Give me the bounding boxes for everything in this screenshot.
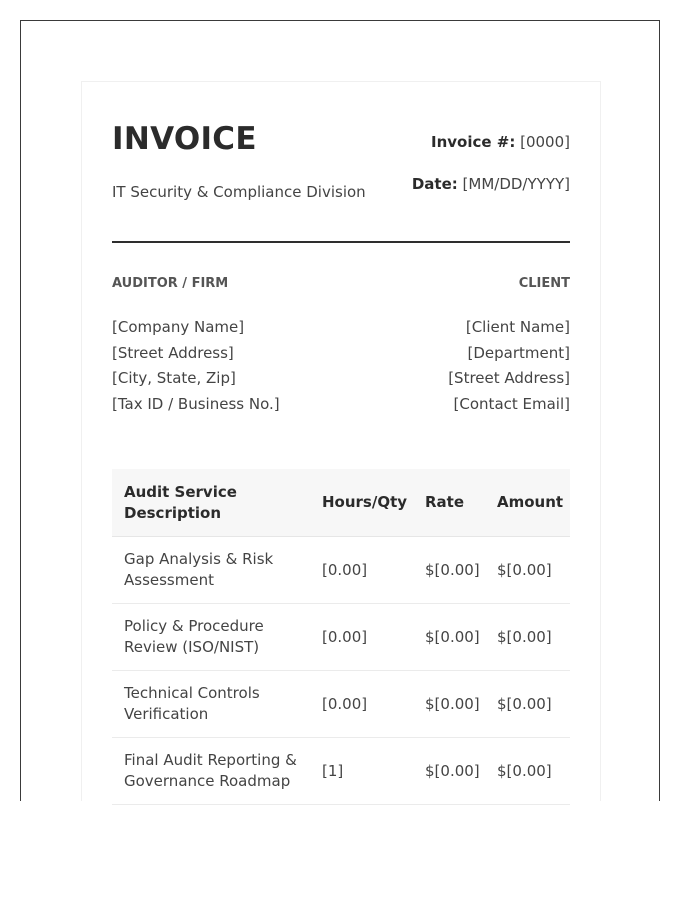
client-street-address: [Street Address] xyxy=(448,369,570,387)
row-description xyxy=(112,738,322,805)
column-header-description-line1: Audit Service xyxy=(124,482,237,501)
row-amount: $[0.00] xyxy=(497,537,570,604)
row-description-line2: Assessment xyxy=(124,571,214,589)
auditor-heading: AUDITOR / FIRM xyxy=(112,276,229,291)
row-description-line1: Technical Controls xyxy=(124,684,260,702)
auditor-company-name: [Company Name] xyxy=(112,318,245,336)
client-department: [Department] xyxy=(467,343,570,362)
column-header-description xyxy=(112,469,322,537)
line-items-table xyxy=(112,469,570,805)
row-description-line1: Final Audit Reporting & xyxy=(124,751,297,769)
invoice-number-value: [0000] xyxy=(520,133,570,151)
column-header-qty: Hours/Qty xyxy=(322,469,425,537)
header-divider xyxy=(112,241,570,243)
row-amount: $[0.00] xyxy=(497,738,570,805)
row-description-line2: Review (ISO/NIST) xyxy=(124,638,260,656)
client-details xyxy=(448,315,570,417)
invoice-date xyxy=(412,175,570,193)
table-row xyxy=(112,738,570,805)
invoice-sheet xyxy=(81,81,601,801)
client-name: [Client Name] xyxy=(465,318,570,336)
row-description-line2: Verification xyxy=(124,705,209,723)
invoice-number xyxy=(431,133,570,151)
client-contact-email: [Contact Email] xyxy=(453,394,570,413)
column-header-rate: Rate xyxy=(425,469,497,537)
table-header-row xyxy=(112,469,570,537)
auditor-street-address: [Street Address] xyxy=(112,343,234,362)
auditor-city-state-zip: [City, State, Zip] xyxy=(112,369,236,387)
table-row xyxy=(112,537,570,604)
row-qty: [0.00] xyxy=(322,537,425,604)
row-rate: $[0.00] xyxy=(425,604,497,671)
table-row xyxy=(112,671,570,738)
row-description-line1: Gap Analysis & Risk xyxy=(124,550,274,568)
column-header-amount: Amount xyxy=(497,469,570,537)
client-heading: CLIENT xyxy=(518,276,570,291)
row-amount: $[0.00] xyxy=(497,604,570,671)
column-header-description-line2: Description xyxy=(124,503,222,522)
invoice-date-label: Date: xyxy=(411,175,458,193)
row-qty: [0.00] xyxy=(322,671,425,738)
row-description-line1: Policy & Procedure xyxy=(124,617,264,635)
division-name: IT Security & Compliance Division xyxy=(112,183,366,201)
row-qty: [0.00] xyxy=(322,604,425,671)
row-amount: $[0.00] xyxy=(497,671,570,738)
invoice-number-label: Invoice #: xyxy=(430,133,516,151)
row-qty: [1] xyxy=(322,738,425,805)
row-description-line2: Governance Roadmap xyxy=(124,772,291,790)
row-description xyxy=(112,671,322,738)
row-description xyxy=(112,604,322,671)
row-rate: $[0.00] xyxy=(425,537,497,604)
row-rate: $[0.00] xyxy=(425,738,497,805)
auditor-details xyxy=(112,315,280,417)
row-description xyxy=(112,537,322,604)
table-row xyxy=(112,604,570,671)
invoice-date-value: [MM/DD/YYYY] xyxy=(462,175,570,193)
row-rate: $[0.00] xyxy=(425,671,497,738)
invoice-title: INVOICE xyxy=(112,121,257,157)
auditor-tax-id: [Tax ID / Business No.] xyxy=(112,394,280,413)
